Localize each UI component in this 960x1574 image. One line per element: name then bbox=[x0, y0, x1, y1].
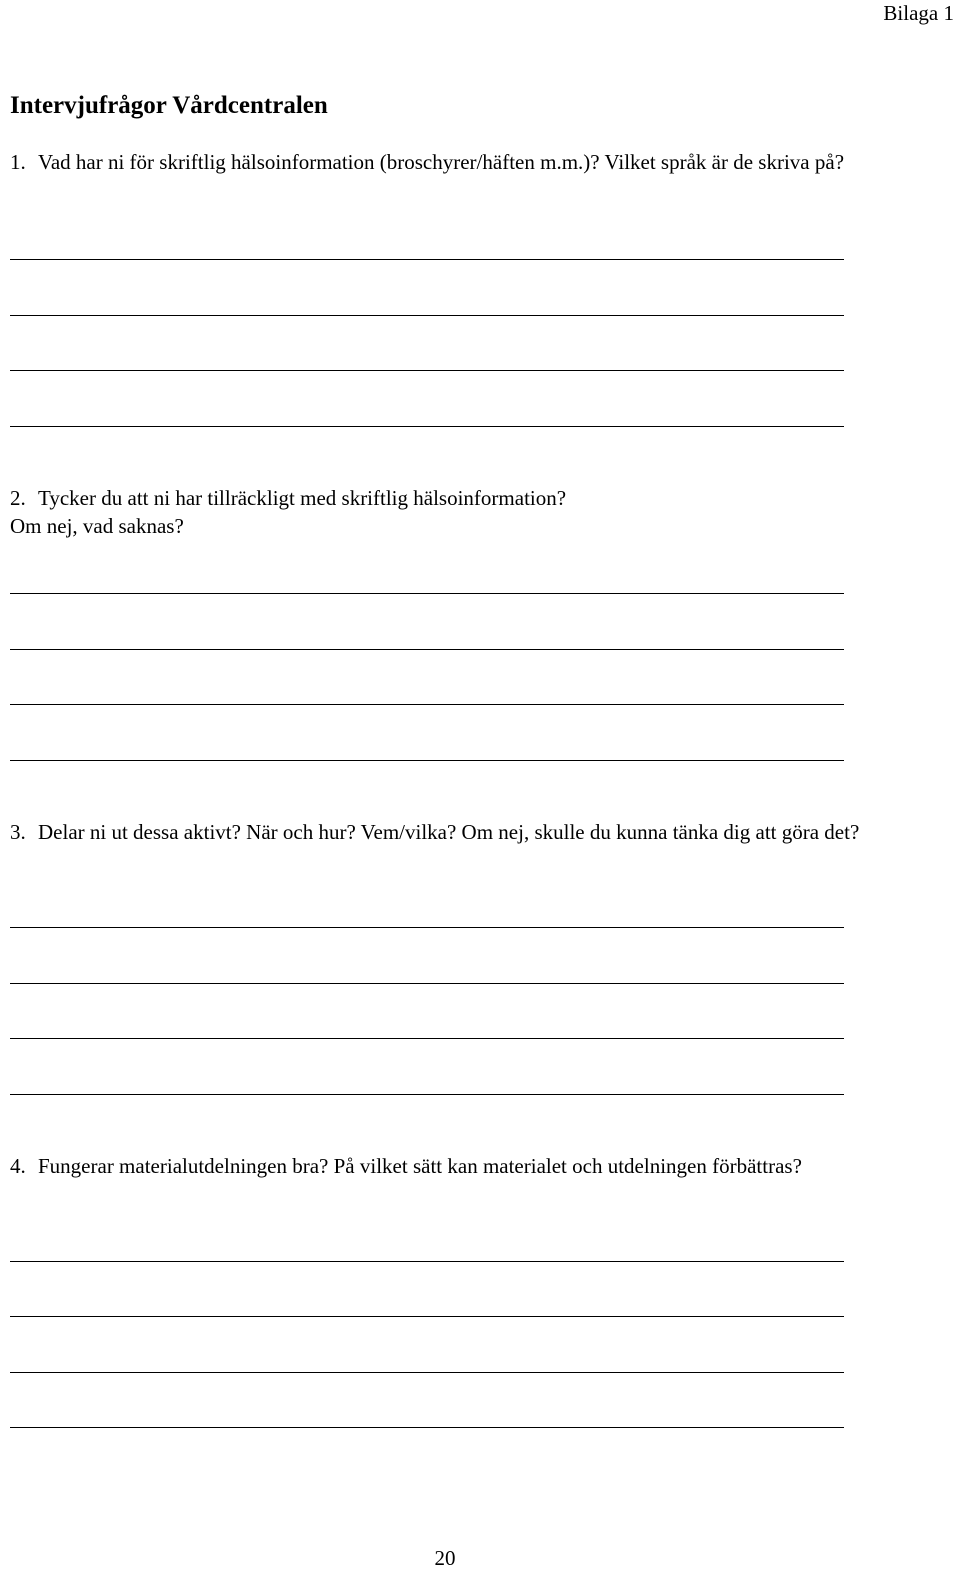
question-text: Tycker du att ni har tillräckligt med skriftlig hälsoinformation? bbox=[38, 486, 567, 510]
answer-line[interactable] bbox=[10, 1038, 844, 1039]
answer-line[interactable] bbox=[10, 760, 844, 761]
question-number: 1. bbox=[10, 150, 26, 174]
answer-line[interactable] bbox=[10, 649, 844, 650]
answer-line[interactable] bbox=[10, 927, 844, 928]
question-number: 3. bbox=[10, 820, 26, 844]
question-text: Delar ni ut dessa aktivt? När och hur? Vem/vilka? Om nej, skulle du kunna tänka dig att göra det? bbox=[38, 820, 860, 844]
answer-line[interactable] bbox=[10, 1427, 844, 1428]
question-number: 2. bbox=[10, 486, 26, 510]
answer-line[interactable] bbox=[10, 1261, 844, 1262]
appendix-label: Bilaga 1 bbox=[883, 1, 954, 25]
question-text: Vad har ni för skriftlig hälsoinformation (broschyrer/häften m.m.)? Vilket språk är de skriva på? bbox=[38, 150, 845, 174]
answer-line[interactable] bbox=[10, 315, 844, 316]
answer-line[interactable] bbox=[10, 593, 844, 594]
answer-line[interactable] bbox=[10, 259, 844, 260]
answer-line[interactable] bbox=[10, 370, 844, 371]
answer-line[interactable] bbox=[10, 426, 844, 427]
question-subtext: Om nej, vad saknas? bbox=[10, 514, 184, 538]
question-number: 4. bbox=[10, 1154, 26, 1178]
answer-line[interactable] bbox=[10, 1094, 844, 1095]
answer-line[interactable] bbox=[10, 983, 844, 984]
answer-line[interactable] bbox=[10, 1372, 844, 1373]
page-title: Intervjufrågor Vårdcentralen bbox=[10, 92, 328, 119]
page-number: 20 bbox=[434, 1546, 456, 1570]
answer-line[interactable] bbox=[10, 704, 844, 705]
question-text: Fungerar materialutdelningen bra? På vilket sätt kan materialet och utdelningen förbättras? bbox=[38, 1154, 802, 1178]
answer-line[interactable] bbox=[10, 1316, 844, 1317]
